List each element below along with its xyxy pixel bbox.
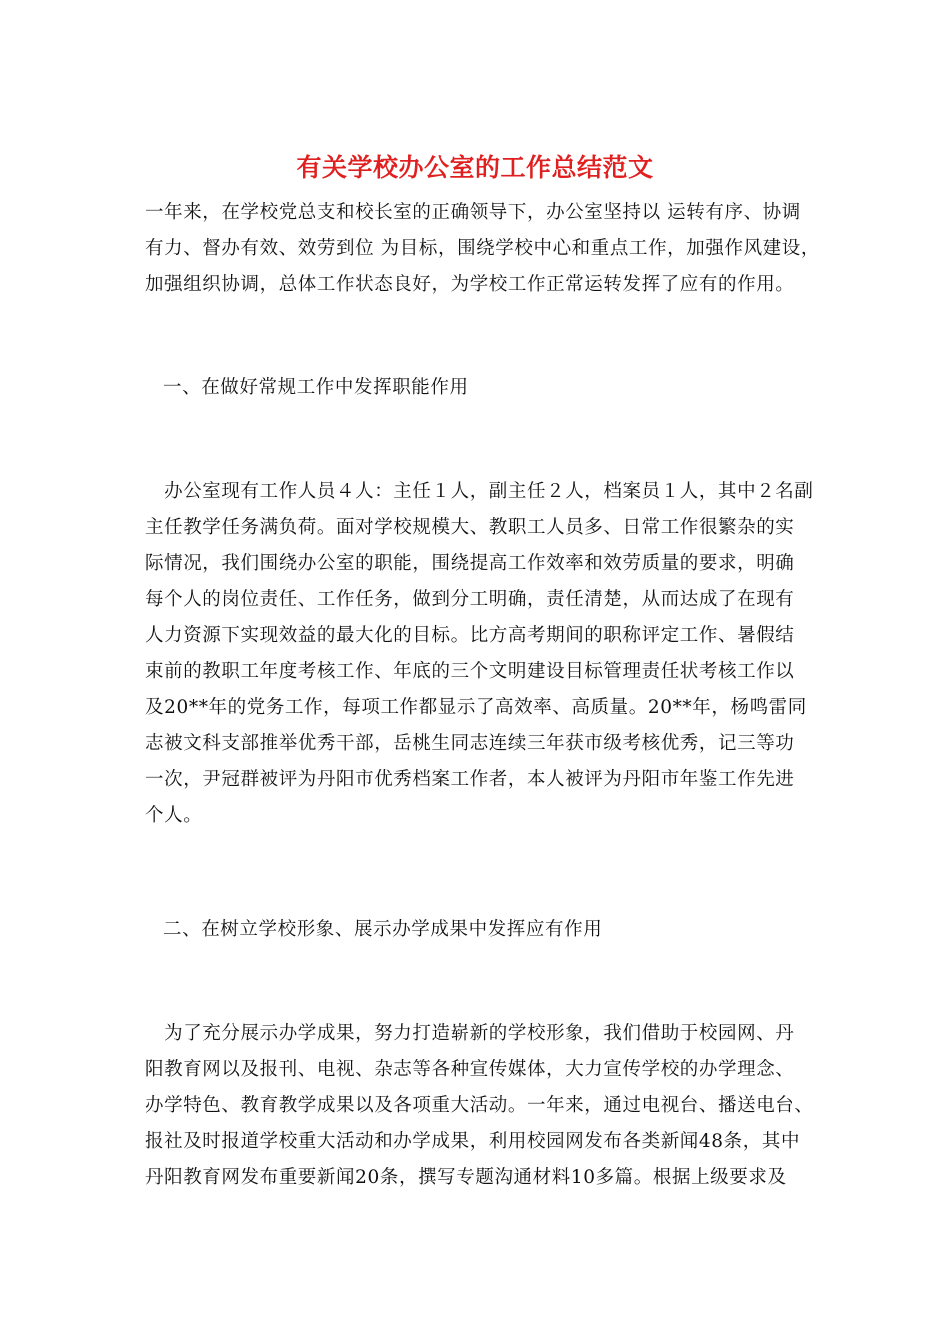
- paragraph-line: 际情况，我们围绕办公室的职能，围绕提高工作效率和效劳质量的要求，明确: [145, 553, 795, 574]
- document-title: 有关学校办公室的工作总结范文: [296, 153, 654, 182]
- intro-paragraph: [145, 195, 820, 303]
- intro-line: 有力、督办有效、效劳到位 为目标，围绕学校中心和重点工作，加强作风建设，: [145, 238, 820, 259]
- paragraph-line: 报社及时报道学校重大活动和办学成果，利用校园网发布各类新闻48条，其中: [145, 1131, 801, 1152]
- section-1-heading: 一、在做好常规工作中发挥职能作用: [163, 377, 469, 398]
- paragraph-line: 主任教学任务满负荷。面对学校规模大、教职工人员多、日常工作很繁杂的实: [145, 517, 795, 538]
- paragraph-line: 及20**年的党务工作，每项工作都显示了高效率、高质量。20**年，杨鸣雷同: [145, 697, 807, 718]
- paragraph-line: 束前的教职工年度考核工作、年底的三个文明建设目标管理责任状考核工作以: [145, 661, 795, 682]
- paragraph-line: 志被文科支部推举优秀干部，岳桃生同志连续三年获市级考核优秀，记三等功: [145, 733, 795, 754]
- intro-line: 一年来，在学校党总支和校长室的正确领导下，办公室坚持以 运转有序、协调: [145, 202, 801, 223]
- paragraph-line: 每个人的岗位责任、工作任务，做到分工明确，责任清楚，从而达成了在现有: [145, 589, 795, 610]
- intro-line: 加强组织协调，总体工作状态良好，为学校工作正常运转发挥了应有的作用。: [145, 274, 795, 295]
- paragraph-line: 个人。: [145, 805, 203, 826]
- section-2-heading: 二、在树立学校形象、展示办学成果中发挥应有作用: [163, 919, 603, 940]
- section-1-paragraph: [145, 474, 813, 834]
- paragraph-line: 为了充分展示办学成果，努力打造崭新的学校形象，我们借助于校园网、丹: [145, 1023, 795, 1044]
- paragraph-line: 办公室现有工作人员４人：主任１人，副主任２人，档案员１人，其中２名副: [145, 481, 814, 502]
- paragraph-line: 办学特色、教育教学成果以及各项重大活动。一年来，通过电视台、播送电台、: [145, 1095, 814, 1116]
- section-2-paragraph: [145, 1016, 813, 1196]
- paragraph-line: 丹阳教育网发布重要新闻20条，撰写专题沟通材料10多篇。根据上级要求及: [145, 1167, 787, 1188]
- paragraph-line: 阳教育网以及报刊、电视、杂志等各种宣传媒体，大力宣传学校的办学理念、: [145, 1059, 795, 1080]
- paragraph-line: 一次，尹冠群被评为丹阳市优秀档案工作者，本人被评为丹阳市年鉴工作先进: [145, 769, 795, 790]
- paragraph-line: 人力资源下实现效益的最大化的目标。比方高考期间的职称评定工作、暑假结: [145, 625, 795, 646]
